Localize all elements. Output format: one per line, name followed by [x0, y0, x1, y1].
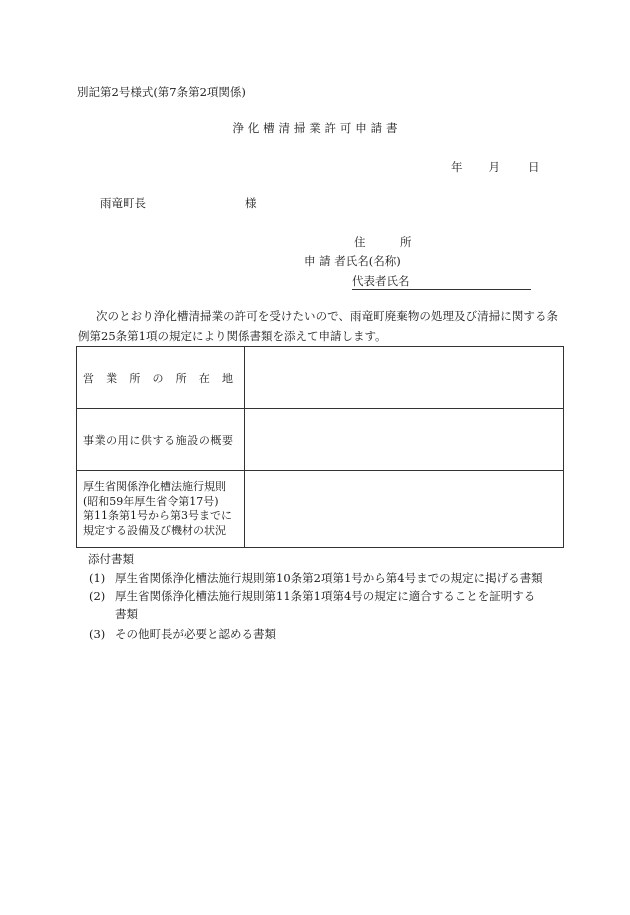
attachment-text: その他町長が必要と認める書類	[115, 627, 276, 641]
representative-underline	[352, 289, 531, 290]
addressee-suffix: 様	[245, 196, 257, 210]
facility-overview-field[interactable]	[245, 409, 564, 471]
date-year: 年	[451, 160, 463, 174]
office-location-field[interactable]	[245, 347, 564, 409]
date-month: 月	[488, 160, 500, 174]
applicant-representative-label: 代表者氏名	[352, 274, 410, 288]
table-row-facility-overview	[77, 409, 564, 471]
facility-overview-label: 事業の用に供する施設の概要	[83, 433, 233, 447]
attachment-text-continuation: 書類	[115, 607, 138, 621]
attachment-item	[89, 629, 276, 641]
attachment-number: (2)	[89, 589, 106, 603]
form-number: 別記第2号様式(第7条第2項関係)	[77, 85, 246, 99]
attachment-text: 厚生省関係浄化槽法施行規則第10条第2項第1号から第4号までの規定に掲げる書類	[115, 571, 543, 585]
table-row-equipment-status	[77, 471, 564, 548]
equipment-status-label-line: 規定する設備及び機材の状況	[83, 523, 226, 537]
date-line	[451, 162, 540, 174]
date-day: 日	[528, 160, 540, 174]
applicant-address-label: 住 所	[354, 235, 412, 249]
equipment-status-label-line: 第11条第1号から第3号までに	[83, 509, 232, 522]
intro-paragraph: 次のとおり浄化槽清掃業の許可を受けたいので、雨竜町廃棄物の処理及び清掃に関する条例第25条第1項の規定により関係書類を添えて申請します。	[78, 309, 558, 343]
table-row-office-location	[77, 347, 564, 409]
attachment-item	[89, 591, 535, 603]
attachment-text: 厚生省関係浄化槽法施行規則第11条第1項第4号の規定に適合することを証明する	[115, 589, 536, 603]
attachment-number: (1)	[89, 571, 106, 585]
equipment-status-label-line: (昭和59年厚生省令第17号)	[83, 494, 219, 508]
info-table	[76, 346, 564, 548]
addressee-name: 雨竜町長	[100, 196, 146, 210]
attachment-number: (3)	[89, 627, 106, 641]
document-title: 浄 化 槽 清 掃 業 許 可 申 請 書	[232, 121, 398, 135]
equipment-status-field[interactable]	[245, 471, 564, 548]
facility-overview-label-cell	[77, 409, 245, 471]
office-location-label-cell	[77, 347, 245, 409]
attachments-heading: 添付書類	[88, 552, 134, 566]
equipment-status-label-line: 厚生省関係浄化槽法施行規則	[83, 480, 226, 493]
attachment-item	[89, 573, 543, 585]
applicant-name-label: 申 請 者氏名(名称)	[304, 254, 401, 268]
equipment-status-label-cell	[77, 471, 245, 548]
office-location-label: 営業所の所在地	[83, 371, 233, 385]
